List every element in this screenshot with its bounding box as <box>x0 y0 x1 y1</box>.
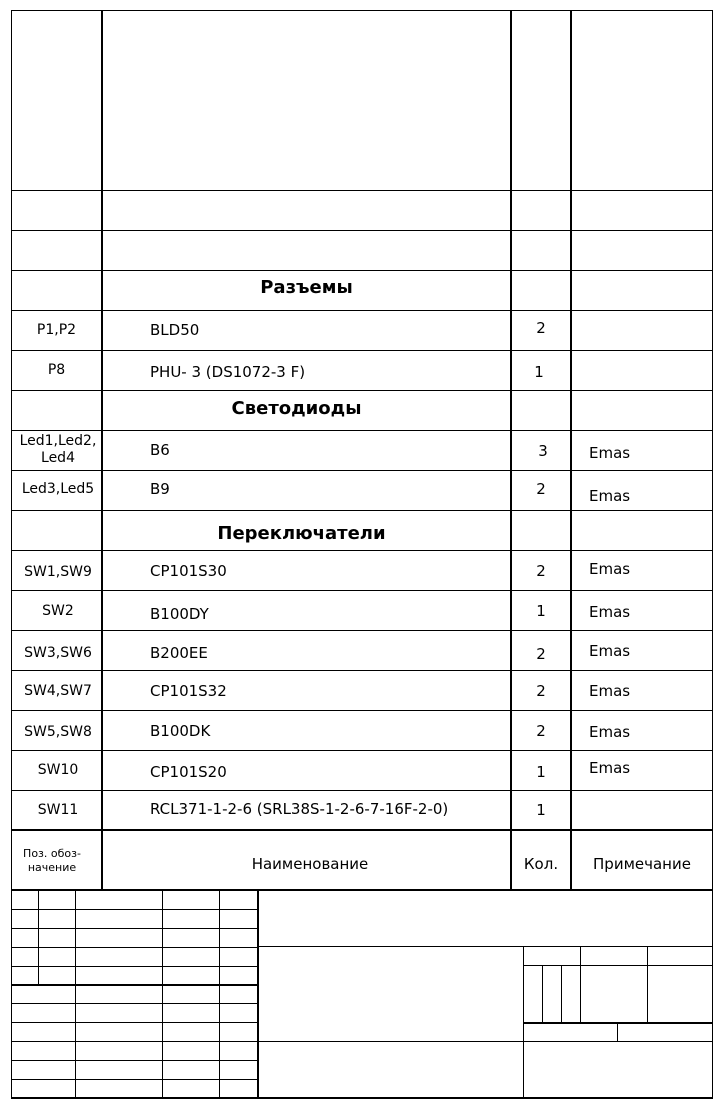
row-pos: P1,P2 <box>36 322 77 338</box>
stamp-vline <box>162 890 163 1097</box>
row-pos: Led1,Led2, Led4 <box>19 433 97 466</box>
row-line <box>11 750 713 751</box>
row-name: B100DY <box>150 605 209 623</box>
stamp-hline <box>11 1079 258 1080</box>
row-line <box>11 350 713 351</box>
row-pos: SW3,SW6 <box>24 645 92 661</box>
row-qty: 2 <box>536 645 546 663</box>
stamp-vline <box>647 946 648 1023</box>
stamp-hline <box>11 928 258 929</box>
row-name: CP101S32 <box>150 682 227 700</box>
row-qty: 1 <box>536 763 546 781</box>
header-name: Наименование <box>251 855 369 873</box>
row-pos: Led3,Led5 <box>21 481 95 497</box>
stamp-hline <box>11 1060 258 1061</box>
section-title-connectors: Разъемы <box>260 277 353 298</box>
stamp-hline <box>11 966 258 967</box>
stamp-hline <box>258 946 713 947</box>
row-line <box>11 190 713 191</box>
stamp-vline <box>617 1022 618 1042</box>
row-note: Emas <box>589 759 631 777</box>
stamp-border-right <box>712 890 713 1098</box>
table-border-right <box>712 10 713 890</box>
stamp-hline <box>523 965 713 966</box>
col-divider-name <box>510 10 512 890</box>
row-name: CP101S30 <box>150 562 227 580</box>
row-line <box>11 390 713 391</box>
header-qty: Кол. <box>523 855 559 873</box>
stamp-border-left <box>11 890 12 1098</box>
row-qty: 2 <box>536 480 546 498</box>
row-pos: SW4,SW7 <box>24 683 92 699</box>
row-qty: 2 <box>536 562 546 580</box>
row-line <box>11 430 713 431</box>
row-name: B6 <box>150 441 170 459</box>
header-pos: Поз. обоз- начение <box>23 847 81 874</box>
row-name: B100DK <box>150 722 211 740</box>
stamp-hline <box>11 1041 258 1042</box>
row-line <box>11 630 713 631</box>
stamp-hline <box>523 1022 713 1024</box>
row-note: Emas <box>589 682 631 700</box>
row-line <box>11 790 713 791</box>
row-note: Emas <box>589 444 631 462</box>
row-qty: 2 <box>536 319 546 337</box>
section-title-switches: Переключатели <box>217 523 386 544</box>
stamp-vline <box>38 890 39 985</box>
row-name: RCL371-1-2-6 (SRL38S-1-2-6-7-16F-2-0) <box>150 800 449 818</box>
row-note: Emas <box>589 603 631 621</box>
stamp-hline <box>11 1022 258 1023</box>
row-name: B200EE <box>150 644 208 662</box>
table-border-left <box>11 10 12 890</box>
section-title-leds: Светодиоды <box>231 398 362 419</box>
row-qty: 1 <box>536 801 546 819</box>
row-line <box>11 670 713 671</box>
header-bottom-line <box>11 889 713 891</box>
stamp-hline <box>11 1003 258 1004</box>
row-name: BLD50 <box>150 321 200 339</box>
row-pos: SW5,SW8 <box>24 724 92 740</box>
row-line <box>11 510 713 511</box>
row-name: B9 <box>150 480 170 498</box>
header-top-line <box>11 829 713 831</box>
stamp-hline <box>11 947 258 948</box>
row-line <box>11 230 713 231</box>
row-qty: 3 <box>538 442 548 460</box>
row-line <box>11 470 713 471</box>
row-pos: SW2 <box>42 603 74 619</box>
stamp-vline <box>542 965 543 1023</box>
row-line <box>11 310 713 311</box>
stamp-vline <box>219 890 220 1097</box>
stamp-border-bottom <box>11 1097 713 1099</box>
row-qty: 1 <box>534 363 544 381</box>
row-line <box>11 270 713 271</box>
stamp-hline <box>523 1041 713 1042</box>
row-line <box>11 590 713 591</box>
table-border-top <box>11 10 713 11</box>
header-note: Примечание <box>593 855 691 873</box>
row-line <box>11 710 713 711</box>
row-pos: SW1,SW9 <box>24 564 92 580</box>
stamp-vline <box>75 890 76 1097</box>
row-qty: 2 <box>536 722 546 740</box>
stamp-vline-bold <box>257 890 259 1097</box>
row-qty: 1 <box>536 602 546 620</box>
row-pos: P8 <box>47 362 66 378</box>
stamp-hline-bold <box>11 984 258 986</box>
row-note: Emas <box>589 560 631 578</box>
stamp-vline <box>580 946 581 1023</box>
row-pos: SW11 <box>37 802 79 818</box>
row-name: PHU- 3 (DS1072-3 F) <box>150 363 306 381</box>
row-line <box>11 550 713 551</box>
row-note: Emas <box>589 642 631 660</box>
row-name: CP101S20 <box>150 763 227 781</box>
row-note: Emas <box>589 487 631 505</box>
stamp-hline <box>11 909 258 910</box>
row-pos: SW10 <box>37 762 79 778</box>
stamp-vline <box>561 965 562 1023</box>
row-note: Emas <box>589 723 631 741</box>
row-qty: 2 <box>536 682 546 700</box>
